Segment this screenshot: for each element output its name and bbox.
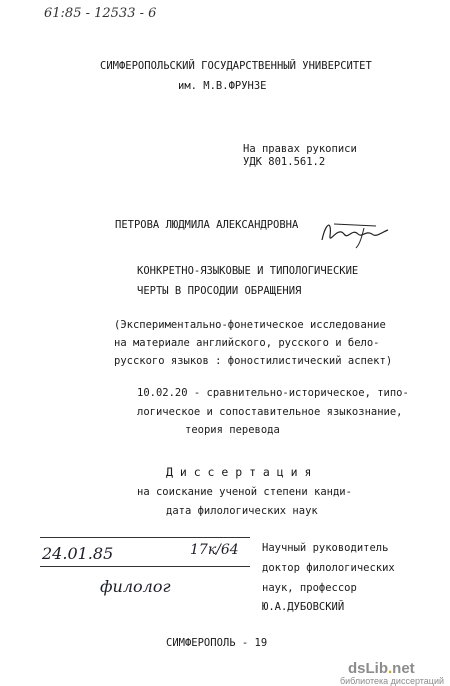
advisor-line-1: Научный руководитель	[262, 542, 389, 554]
stamp-top-rule	[40, 537, 250, 538]
dissertation-line-1: на соискание ученой степени канди-	[137, 486, 352, 498]
subtitle-line-1: (Экспериментально-фонетическое исследование	[114, 319, 386, 331]
city-year: СИМФЕРОПОЛЬ - 19	[166, 637, 268, 649]
advisor-line-3: наук, профессор	[262, 582, 357, 594]
subtitle-line-2: на материале английского, русского и бело-	[114, 337, 380, 349]
watermark	[339, 660, 444, 686]
advisor-line-2: доктор филологических	[262, 562, 395, 574]
manuscript-rights: На правах рукописи	[243, 143, 357, 155]
specialty-line-3: теория перевода	[185, 424, 280, 436]
stamp-number: 17к/64	[190, 542, 239, 558]
university-named-after: им. М.В.ФРУНЗЕ	[178, 80, 267, 92]
university-name: СИМФЕРОПОЛЬСКИЙ ГОСУДАРСТВЕННЫЙ УНИВЕРСИТЕТ	[100, 60, 372, 72]
stamp-date: 24.01.85	[42, 544, 114, 563]
author-signature	[316, 216, 392, 250]
subtitle-line-3: русского языков : фоностилистический аспект)	[114, 355, 393, 367]
udc-code: УДК 801.561.2	[243, 156, 326, 168]
stamp-mid-rule	[40, 566, 250, 567]
corner-handwritten-code: 61:85 - 12533 - 6	[44, 6, 157, 21]
watermark-logo-main: dsLib	[348, 660, 388, 677]
watermark-logo-dot: .	[388, 660, 393, 677]
advisor-line-4: Ю.А.ДУБОВСКИЙ	[262, 601, 345, 613]
specialty-line-1: 10.02.20 - сравнительно-историческое, типо-	[137, 387, 409, 399]
stamp-note: филолог	[100, 577, 171, 596]
watermark-subtitle: библиотека диссертаций	[339, 676, 444, 686]
dissertation-heading: Д и с с е р т а ц и я	[166, 465, 312, 479]
title-line-2: ЧЕРТЫ В ПРОСОДИИ ОБРАЩЕНИЯ	[137, 285, 302, 297]
author-name: ПЕТРОВА ЛЮДМИЛА АЛЕКСАНДРОВНА	[115, 219, 299, 231]
title-line-1: КОНКРЕТНО-ЯЗЫКОВЫЕ И ТИПОЛОГИЧЕСКИЕ	[137, 265, 359, 277]
watermark-logo	[348, 660, 415, 677]
watermark-logo-tld: net	[392, 660, 415, 677]
dissertation-line-2: дата филологических наук	[166, 505, 318, 517]
specialty-line-2: логическое и сопоставительное языкознание,	[137, 406, 403, 418]
